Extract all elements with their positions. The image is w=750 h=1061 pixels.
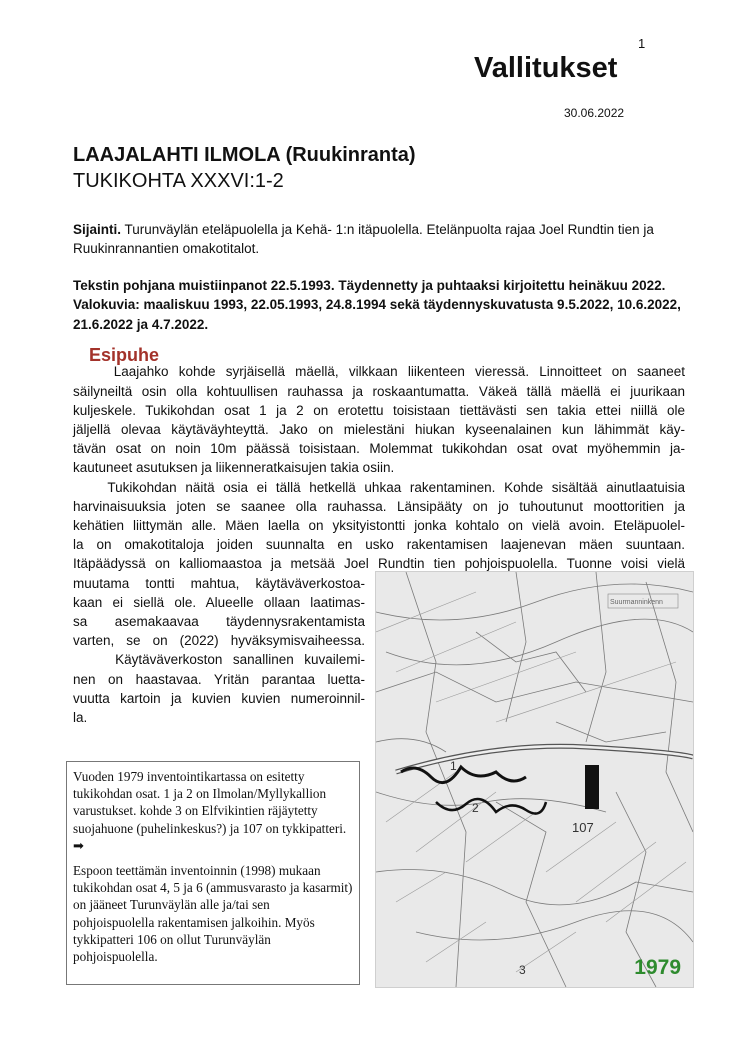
preface-line: la on omakotitaloja joiden suunnalta en usko rakentamisen laajenevan mäen suuntaan. <box>73 537 685 552</box>
site-subtitle: TUKIKOHTA XXXVI:1-2 <box>73 170 284 192</box>
map-year-label: 1979 <box>634 956 681 979</box>
right-arrow-icon: ➡ <box>73 837 85 853</box>
preface-line: sa asemakaavaa täydennysrakentamista <box>73 614 365 629</box>
note-text-1: Vuoden 1979 inventointikartassa on esitetty tukikohdan osat. 1 ja 2 on Ilmolan/Myllykallion varustukset. kohde 3 on Elfvikintien räjäytetty suojahuone (puhelinkeskus?) ja 107 on tykkipatteri. <box>73 769 347 836</box>
preface-line: kaan ei siellä ole. Alueelle ollaan laatimas- <box>73 595 365 610</box>
map-label-1: 1 <box>450 759 457 773</box>
preface-heading: Esipuhe <box>89 345 160 365</box>
document-title: Vallitukset <box>474 52 618 84</box>
preface-line: la. <box>73 710 88 725</box>
preface-line: Käytäväverkoston sanallinen kuvailemi- <box>73 652 365 667</box>
preface-line: harvinaisuuksia joten se saanee olla rauhassa. Länsipääty on jo tuhoutunut moottoritien ja <box>73 499 685 514</box>
preface-line: kehätien liittymän alle. Mäen laella on yksityistontti jonka kohtalo on vielä avoin. Eteläpuolel- <box>73 518 685 533</box>
preface-line: tävän osat on noin 10m päässä toisistaan. Molemmat tukikohdan osat ovat myöhemmin ja- <box>73 441 685 456</box>
preface-line: nen on haastavaa. Yritän parantaa luetta- <box>73 672 365 687</box>
preface-line: Itäpäädyssä on kalliomaastoa ja metsää Joel Rundtin tien pohjoispuolella. Tuonne voisi vielä <box>73 556 685 571</box>
page-number: 1 <box>638 36 646 51</box>
preface-line: kuljeskele. Tukikohdan osat 1 ja 2 on erotettu toisistaan tiettävästi sen takia ettei niillä ole <box>73 403 685 418</box>
map-label-2: 2 <box>472 801 479 815</box>
preface-line: jäljellä olevaa käytäväyhteyttä. Jako on mielestäni hiukan kyseenalainen kun lähimmät käy- <box>73 422 685 437</box>
note-paragraph-1 <box>73 768 353 854</box>
map-drawing <box>376 572 693 987</box>
document-date: 30.06.2022 <box>564 106 625 120</box>
site-title: LAAJALAHTI ILMOLA (Ruukinranta) <box>73 144 416 166</box>
preface-line: kautuneet asutuksen ja liikenneratkaisujen takia osiin. <box>73 460 395 475</box>
preface-line: Laajahko kohde syrjäisellä mäellä, vilkkaan liikenteen vieressä. Linnoitteet on saaneet <box>73 364 685 379</box>
map-label-107: 107 <box>572 820 594 835</box>
inventory-map-1979 <box>375 571 694 988</box>
preface-line: muutama tontti mahtua, käytäväverkostoa- <box>73 576 365 591</box>
note-box <box>66 761 360 985</box>
map-stamp: Suurmanninkenn <box>610 599 663 606</box>
preface-line: säilyneiltä osin olla kohtuullisen rauhassa ja roskaantumatta. Väkeä tällä mäellä ei juurikaan <box>73 384 685 399</box>
map-label-3: 3 <box>519 963 526 977</box>
location-paragraph <box>73 220 685 259</box>
preface-line: vuutta kartoin ja kuvien kuvien numeroinnil- <box>73 691 365 706</box>
preface-line: Tukikohdan näitä osia ei tällä hetkellä uhkaa rakentaminen. Kohde sisältää ainutlaatuisia <box>73 480 685 495</box>
location-label: Sijainti. <box>73 222 122 237</box>
source-notes-paragraph: Tekstin pohjana muistiinpanot 22.5.1993. Täydennetty ja puhtaaksi kirjoitettu heinäkuu 2022. Valokuvia: maaliskuu 1993, 22.05.1993, 24.8.1994 sekä täydennyskuvatusta 9.5.2022, 10.6.2022, 21.6.2022 ja 4.7.2022. <box>73 278 681 332</box>
preface-line: varten, se on (2022) hyväksymisvaiheessa. <box>73 633 365 648</box>
location-text: Turunväylän eteläpuolella ja Kehä- 1:n itäpuolella. Etelänpuolta rajaa Joel Rundtin tien ja Ruukinrannantien omakotitalot. <box>73 222 654 257</box>
note-paragraph-2: Espoon teettämän inventoinnin (1998) mukaan tukikohdan osat 4, 5 ja 6 (ammusvarasto ja kasarmit) on jääneet Turunväylän alle ja/tai sen pohjoispuolella rakentamisen jalkoihin. Myös tykkipatteri 106 on ollut Turunväylän pohjoispuolella. <box>73 863 353 965</box>
